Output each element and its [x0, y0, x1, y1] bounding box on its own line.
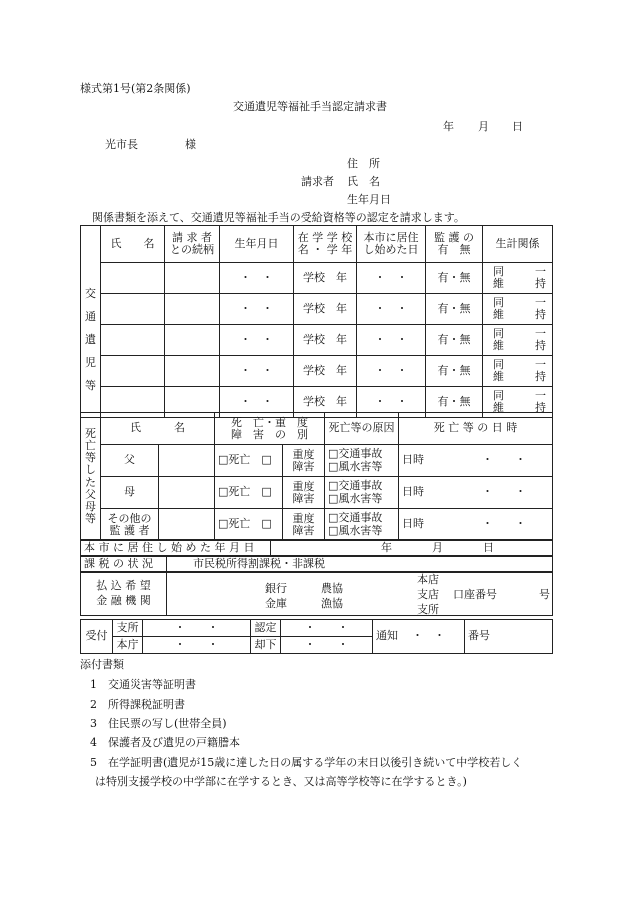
date-month: 月 [478, 120, 489, 133]
parent-label-guardian: その他の 監 護 者 [101, 509, 159, 541]
attachments-title: 添付書類 [80, 658, 124, 671]
death-date-cell[interactable]: 日時 ・ ・ [399, 445, 553, 477]
branch-office-date[interactable]: ・ ・ [143, 620, 251, 637]
death-cause-cell[interactable]: □交通事故 □風水害等 [325, 509, 399, 541]
office-table [80, 619, 553, 654]
list-item: 5 在学証明書(遺児が15歳に達した日の属する学年の末日以後引き続いて中学校若しく [90, 756, 523, 769]
table-row [81, 509, 553, 541]
child-custody-cell[interactable]: 有・無 [426, 325, 483, 356]
child-name-cell[interactable] [101, 263, 165, 294]
date-year: 年 [443, 120, 454, 133]
account-number-suffix: 号 [539, 588, 550, 601]
list-item: 2 所得課税証明書 [90, 698, 185, 711]
child-birth-cell[interactable]: ・ ・ [220, 263, 294, 294]
certified-label: 認定 [251, 620, 281, 637]
form-number: 様式第1号(第2条関係) [80, 82, 191, 95]
children-table [80, 225, 553, 418]
child-relation-cell[interactable] [165, 325, 220, 356]
child-name-cell[interactable] [101, 325, 165, 356]
death-type-header: 死 亡・重 度 障 害 の 別 [215, 413, 325, 445]
list-item-continuation: は特別支援学校の中学部に在学するとき、又は高等学校等に在学するとき。) [95, 775, 467, 788]
parent-name-cell[interactable] [159, 445, 215, 477]
child-birth-header: 生年月日 [220, 226, 294, 263]
child-relation-cell[interactable] [165, 294, 220, 325]
child-livelihood-cell[interactable]: 同 一 維 持 [483, 263, 553, 294]
rejected-date[interactable]: ・ ・ [281, 637, 373, 654]
table-row [81, 325, 553, 356]
child-school-cell[interactable]: 学校 年 [294, 356, 357, 387]
child-birth-cell[interactable]: ・ ・ [220, 325, 294, 356]
list-item: 4 保護者及び遺児の戸籍謄本 [90, 736, 240, 749]
child-relation-header: 請 求 者 との続柄 [165, 226, 220, 263]
date-day: 日 [512, 120, 523, 133]
severe-disability-label: 重度 障害 [283, 477, 325, 509]
bank-cell[interactable] [167, 572, 553, 616]
child-name-cell[interactable] [101, 356, 165, 387]
child-residence-cell[interactable]: ・ ・ [357, 294, 426, 325]
children-side-top [81, 226, 101, 263]
death-cause-cell[interactable]: □交通事故 □風水害等 [325, 445, 399, 477]
child-name-cell[interactable] [101, 294, 165, 325]
parent-label-mother: 母 [101, 477, 159, 509]
residence-start-label: 本 市 に 居 住 し 始 め た 年 月 日 [81, 540, 271, 557]
child-birth-cell[interactable]: ・ ・ [220, 294, 294, 325]
bank-branch: 本店 支店 支所 [417, 573, 439, 616]
child-birth-cell[interactable]: ・ ・ [220, 356, 294, 387]
child-birth-cell[interactable]: ・ ・ [220, 387, 294, 418]
death-date-cell[interactable]: 日時 ・ ・ [399, 477, 553, 509]
child-custody-header: 監 護 の 有 無 [426, 226, 483, 263]
tax-status-value[interactable]: 市民税所得割課税・非課税 [167, 556, 553, 573]
form-title: 交通遺児等福祉手当認定請求書 [233, 100, 387, 113]
name-label: 氏 名 [347, 175, 380, 188]
child-residence-header: 本市に居住 し始めた日 [357, 226, 426, 263]
main-office-date[interactable]: ・ ・ [143, 637, 251, 654]
tax-status-label: 課 税 の 状 況 [81, 556, 167, 573]
child-livelihood-cell[interactable]: 同 一 維 持 [483, 356, 553, 387]
main-office-label: 本庁 [113, 637, 143, 654]
table-row [81, 356, 553, 387]
parents-side-label: 死 亡 等 し た 父 母 等 [81, 413, 101, 541]
child-residence-cell[interactable]: ・ ・ [357, 325, 426, 356]
account-number-label: 口座番号 [453, 588, 497, 601]
death-cause-header: 死亡等の原因 [325, 413, 399, 445]
child-residence-cell[interactable]: ・ ・ [357, 356, 426, 387]
bank-table [80, 571, 553, 616]
branch-office-label: 支所 [113, 620, 143, 637]
intro-text: 関係書類を添えて、交通遺児等福祉手当の受給資格等の認定を請求します。 [92, 211, 465, 224]
residence-start-cell[interactable]: 年 月 日 [271, 540, 553, 557]
child-livelihood-cell[interactable]: 同 一 維 持 [483, 294, 553, 325]
rejected-label: 却下 [251, 637, 281, 654]
table-row [81, 263, 553, 294]
death-checkbox-cell[interactable]: □死亡 □ [215, 477, 283, 509]
severe-disability-label: 重度 障害 [283, 509, 325, 541]
death-checkbox-cell[interactable]: □死亡 □ [215, 445, 283, 477]
honorific: 様 [185, 138, 196, 151]
certified-date[interactable]: ・ ・ [281, 620, 373, 637]
child-school-cell[interactable]: 学校 年 [294, 387, 357, 418]
child-school-header: 在 学 学 校 名 ・ 学 年 [294, 226, 357, 263]
number-cell[interactable]: 番号 [465, 620, 553, 654]
notice-cell[interactable]: 通知 ・ ・ [373, 620, 465, 654]
table-row [81, 477, 553, 509]
severe-disability-label: 重度 障害 [283, 445, 325, 477]
parent-name-cell[interactable] [159, 509, 215, 541]
child-custody-cell[interactable]: 有・無 [426, 387, 483, 418]
bank-type-a: 銀行 金庫 [265, 582, 287, 610]
child-name-header: 氏 名 [101, 226, 165, 263]
child-relation-cell[interactable] [165, 263, 220, 294]
requester-label: 請求者 [301, 175, 334, 188]
addressee: 光市長 [105, 138, 138, 151]
received-label: 受付 [81, 620, 113, 654]
child-school-cell[interactable]: 学校 年 [294, 263, 357, 294]
table-row [81, 294, 553, 325]
table-row [81, 445, 553, 477]
child-school-cell[interactable]: 学校 年 [294, 294, 357, 325]
child-livelihood-header: 生計関係 [483, 226, 553, 263]
address-label: 住 所 [347, 157, 380, 170]
parent-name-cell[interactable] [159, 477, 215, 509]
child-custody-cell[interactable]: 有・無 [426, 294, 483, 325]
parent-name-header: 氏 名 [101, 413, 215, 445]
death-cause-cell[interactable]: □交通事故 □風水害等 [325, 477, 399, 509]
parents-table [80, 412, 553, 541]
children-side-label: 交 通 遺 児 等 [81, 263, 101, 418]
bank-type-b: 農協 漁協 [321, 582, 343, 610]
child-custody-cell[interactable]: 有・無 [426, 263, 483, 294]
death-date-cell[interactable]: 日時 ・ ・ [399, 509, 553, 541]
parent-label-father: 父 [101, 445, 159, 477]
child-school-cell[interactable]: 学校 年 [294, 325, 357, 356]
child-relation-cell[interactable] [165, 356, 220, 387]
list-item: 1 交通災害等証明書 [90, 678, 196, 691]
list-item: 3 住民票の写し(世帯全員) [90, 717, 227, 730]
child-residence-cell[interactable]: ・ ・ [357, 263, 426, 294]
child-custody-cell[interactable]: 有・無 [426, 356, 483, 387]
death-date-header: 死 亡 等 の 日 時 [399, 413, 553, 445]
bank-label: 払 込 希 望 金 融 機 関 [81, 572, 167, 616]
death-checkbox-cell[interactable]: □死亡 □ [215, 509, 283, 541]
child-livelihood-cell[interactable]: 同 一 維 持 [483, 387, 553, 418]
child-livelihood-cell[interactable]: 同 一 維 持 [483, 325, 553, 356]
child-residence-cell[interactable]: ・ ・ [357, 387, 426, 418]
birth-label: 生年月日 [347, 193, 391, 206]
